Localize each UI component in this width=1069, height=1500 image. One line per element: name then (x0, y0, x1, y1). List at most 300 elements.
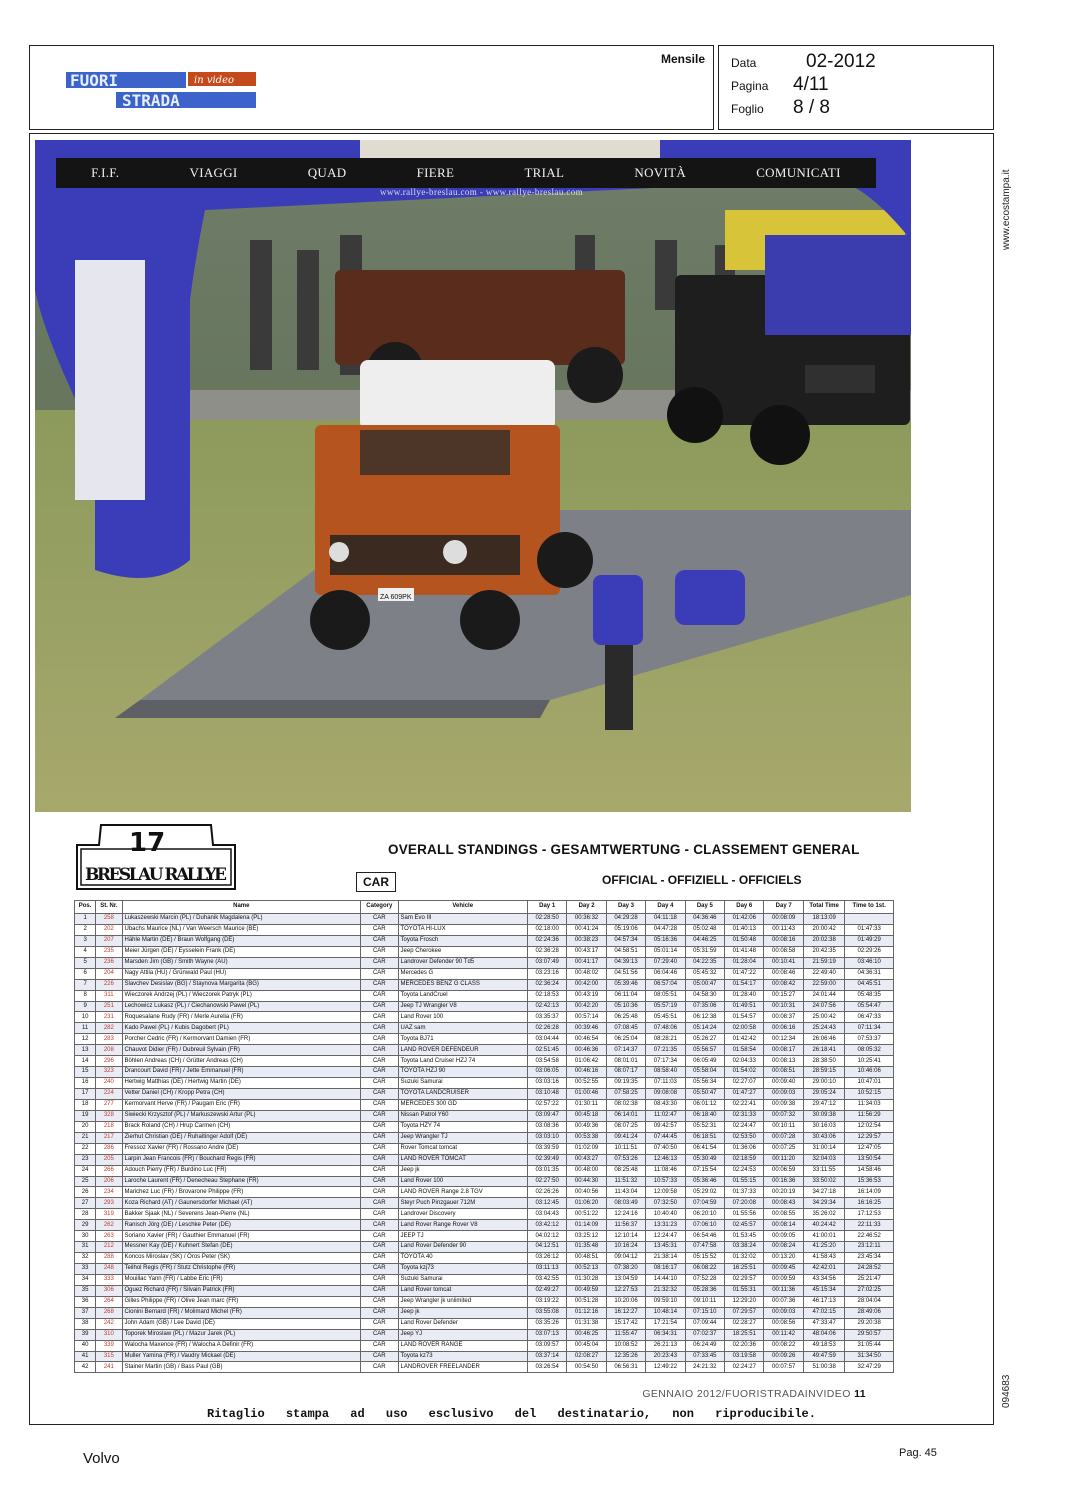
table-cell: 04:45:51 (845, 979, 894, 990)
table-cell: Jeep jk (398, 1165, 527, 1176)
table-cell: 00:42:20 (567, 1001, 606, 1012)
table-cell: 264 (96, 1296, 122, 1307)
table-cell: 206 (96, 1176, 122, 1187)
table-cell: 02:18:00 (527, 924, 566, 935)
table-cell: 41:00:01 (803, 1231, 844, 1242)
table-cell: Zierhut Christian (DE) / Ruhaltinger Adolf (DE) (122, 1132, 361, 1143)
table-cell: 26:21:13 (646, 1340, 685, 1351)
table-cell: Toyota HZY 74 (398, 1121, 527, 1132)
table-cell: 315 (96, 1351, 122, 1362)
column-header: Day 6 (725, 901, 764, 914)
table-cell: 07:15:10 (685, 1307, 724, 1318)
table-cell: 30:16:03 (803, 1121, 844, 1132)
logo-top-text: FUORI (70, 71, 119, 90)
table-cell: 02:18:59 (725, 1154, 764, 1165)
table-cell: 03:04:44 (527, 1034, 566, 1045)
table-row (75, 1056, 894, 1067)
table-cell: 04:46:25 (685, 935, 724, 946)
table-cell: MERCEDES BENZ G CLASS (398, 979, 527, 990)
table-cell: Walocha Maxence (FR) / Walocha A Definir (FR) (122, 1340, 361, 1351)
table-cell: Meier Jürgen (DE) / Eysselein Frank (DE) (122, 946, 361, 957)
table-cell: CAR (361, 1187, 398, 1198)
table-cell: 00:07:25 (764, 1143, 803, 1154)
table-cell: CAR (361, 1012, 398, 1023)
table-cell: 05:54:47 (845, 1001, 894, 1012)
table-cell: 32:47:29 (845, 1362, 894, 1373)
table-cell: Land Rover Range Rover V8 (398, 1220, 527, 1231)
table-cell: 38 (75, 1318, 96, 1329)
table-row (75, 1154, 894, 1165)
page-row (731, 74, 829, 95)
table-cell: 06:04:46 (646, 968, 685, 979)
table-cell: 07:02:37 (685, 1329, 724, 1340)
table-cell: CAR (361, 1089, 398, 1100)
table-cell: 47:33:47 (803, 1318, 844, 1329)
table-cell: 25:24:43 (803, 1023, 844, 1034)
table-cell: 00:09:38 (764, 1099, 803, 1110)
column-header: Day 4 (646, 901, 685, 914)
table-row (75, 968, 894, 979)
table-cell: 03:39:59 (527, 1143, 566, 1154)
table-cell: 00:11:42 (764, 1329, 803, 1340)
table-cell: 08:07:17 (606, 1067, 645, 1078)
table-cell: Toporek Miroslaw (PL) / Mazur Jarek (PL) (122, 1329, 361, 1340)
table-cell: Suzuki Samurai (398, 1274, 527, 1285)
table-cell: 241 (96, 1362, 122, 1373)
table-cell: 03:23:16 (527, 968, 566, 979)
table-cell: 04:29:28 (606, 914, 645, 925)
table-cell: 12:24:47 (646, 1231, 685, 1242)
table-cell: 28:49:06 (845, 1307, 894, 1318)
table-cell: 05:45:51 (646, 1012, 685, 1023)
table-cell: 251 (96, 1001, 122, 1012)
table-cell: 04:36:31 (845, 968, 894, 979)
table-cell: Land Rover Defender 90 (398, 1242, 527, 1253)
header-left-box (29, 45, 714, 130)
table-cell: JEEP TJ (398, 1231, 527, 1242)
table-cell: 3 (75, 935, 96, 946)
table-row (75, 1329, 894, 1340)
table-cell: 14:58:46 (845, 1165, 894, 1176)
table-cell: 07:09:44 (685, 1318, 724, 1329)
table-row (75, 1023, 894, 1034)
table-cell: 323 (96, 1067, 122, 1078)
table-cell: 01:28:04 (725, 957, 764, 968)
table-cell: 03:26:12 (527, 1253, 566, 1264)
table-cell: 05:14:24 (685, 1023, 724, 1034)
table-cell: 29 (75, 1220, 96, 1231)
table-cell: CAR (361, 946, 398, 957)
table-cell: 01:12:16 (567, 1307, 606, 1318)
table-cell: 17 (75, 1089, 96, 1100)
table-cell: 02:04:33 (725, 1056, 764, 1067)
table-cell: 21:59:19 (803, 957, 844, 968)
table-cell: 03:07:49 (527, 957, 566, 968)
table-cell: Koncos Miroslav (SK) / Oros Peter (SK) (122, 1253, 361, 1264)
table-cell: Slavchev Desislav (BG) / Staynova Margarita (BG) (122, 979, 361, 990)
table-cell: 24:01:44 (803, 990, 844, 1001)
table-cell: 00:09:40 (764, 1078, 803, 1089)
table-cell: 03:19:58 (725, 1351, 764, 1362)
table-cell: CAR (361, 1285, 398, 1296)
frequency-label: Mensile (660, 52, 705, 66)
table-cell: Sam Evo III (398, 914, 527, 925)
table-cell: 22 (75, 1143, 96, 1154)
table-cell: LAND ROVER TOMCAT (398, 1154, 527, 1165)
table-cell: 11:51:32 (606, 1176, 645, 1187)
table-cell: CAR (361, 1165, 398, 1176)
table-cell: 07:08:45 (606, 1023, 645, 1034)
table-cell: 10:11:51 (606, 1143, 645, 1154)
table-cell: 06:24:49 (685, 1340, 724, 1351)
logo-bottom-text: STRADA (122, 91, 180, 110)
sheet-value: 8 / 8 (793, 97, 830, 118)
table-cell: 02:27:07 (725, 1078, 764, 1089)
table-cell: 07:47:58 (685, 1242, 724, 1253)
table-cell: 00:12:34 (764, 1034, 803, 1045)
table-cell: 02:22:41 (725, 1099, 764, 1110)
table-cell: 03:09:47 (527, 1110, 566, 1121)
table-cell: 12:24:16 (606, 1209, 645, 1220)
table-cell: 13:31:23 (646, 1220, 685, 1231)
table-cell: 20:02:38 (803, 935, 844, 946)
table-cell: 03:09:57 (527, 1340, 566, 1351)
table-cell: 02:08:27 (567, 1351, 606, 1362)
table-cell: CAR (361, 1264, 398, 1275)
table-cell: 00:09:26 (764, 1351, 803, 1362)
table-cell: Ranisch Jörg (DE) / Leschke Peter (DE) (122, 1220, 361, 1231)
table-cell: 296 (96, 1056, 122, 1067)
table-cell: 10:47:01 (845, 1078, 894, 1089)
table-row (75, 1012, 894, 1023)
table-cell: 224 (96, 1089, 122, 1100)
nav-item-comunicati: COMUNICATI (756, 165, 841, 180)
table-cell: 03:06:05 (527, 1067, 566, 1078)
table-cell: 03:35:26 (527, 1318, 566, 1329)
table-cell: 00:11:20 (764, 1154, 803, 1165)
table-cell: 04:57:34 (606, 935, 645, 946)
table-cell: 03:26:54 (527, 1362, 566, 1373)
table-cell: 46:17:13 (803, 1296, 844, 1307)
table-cell: Hertwig Matthias (DE) / Hertwig Martin (DE) (122, 1078, 361, 1089)
table-cell: 00:10:11 (764, 1121, 803, 1132)
table-cell: 286 (96, 1143, 122, 1154)
table-cell: 263 (96, 1231, 122, 1242)
table-cell: 10:46:06 (845, 1067, 894, 1078)
table-cell: 11 (75, 1023, 96, 1034)
table-cell: 12:29:57 (845, 1132, 894, 1143)
table-cell: 01:32:02 (725, 1253, 764, 1264)
table-cell: 00:08:16 (764, 935, 803, 946)
fuoristrada-logo (66, 68, 256, 112)
table-row (75, 1143, 894, 1154)
table-cell: 262 (96, 1220, 122, 1231)
table-cell: 00:08:46 (764, 968, 803, 979)
table-cell: 03:07:13 (527, 1329, 566, 1340)
arch-url-text: www.rallye-breslau.com - www.rallye-breslau.com (380, 187, 584, 197)
table-cell: 04:47:28 (646, 924, 685, 935)
table-cell: Kado Pawel (PL) / Kubis Dagobert (PL) (122, 1023, 361, 1034)
table-cell: 00:08:22 (764, 1340, 803, 1351)
table-cell: 02:31:33 (725, 1110, 764, 1121)
table-row (75, 1089, 894, 1100)
table-cell: Nagy Attila (HU) / Grünwald Paul (HU) (122, 968, 361, 979)
table-cell: 02:42:13 (527, 1001, 566, 1012)
table-cell: Oguez Richard (FR) / Silvain Patrick (FR) (122, 1285, 361, 1296)
table-cell: John Adam (GB) / Lee David (DE) (122, 1318, 361, 1329)
table-cell: 05:16:36 (646, 935, 685, 946)
column-header: Vehicle (398, 901, 527, 914)
table-cell: 06:08:22 (685, 1264, 724, 1275)
table-cell: 16:25:51 (725, 1264, 764, 1275)
table-cell: CAR (361, 914, 398, 925)
table-cell: 07:11:03 (646, 1078, 685, 1089)
table-cell: Nissan Patrol Y60 (398, 1110, 527, 1121)
table-cell: 266 (96, 1165, 122, 1176)
table-cell: CAR (361, 1274, 398, 1285)
table-cell: 01:06:42 (567, 1056, 606, 1067)
column-header: Total Time (803, 901, 844, 914)
table-cell: 08:25:48 (606, 1165, 645, 1176)
table-cell: 41 (75, 1351, 96, 1362)
table-cell: LANDROVER FREELANDER (398, 1362, 527, 1373)
table-cell: 01:47:33 (845, 924, 894, 935)
table-cell: 00:08:43 (764, 1198, 803, 1209)
table-cell: Jeep Wrangler jk unlimited (398, 1296, 527, 1307)
table-cell: 00:51:22 (567, 1209, 606, 1220)
table-cell: 35:26:02 (803, 1209, 844, 1220)
table-row (75, 1034, 894, 1045)
table-cell: 41:25:20 (803, 1242, 844, 1253)
table-cell (845, 914, 894, 925)
table-cell: Lukaszewski Marcin (PL) / Duhanik Magdalena (PL) (122, 914, 361, 925)
table-cell: Mouillac Yann (FR) / Labbe Eric (FR) (122, 1274, 361, 1285)
table-cell: 07:15:54 (685, 1165, 724, 1176)
table-cell: 7 (75, 979, 96, 990)
logo-tag-text: in video (194, 75, 235, 86)
table-cell: 00:07:57 (764, 1362, 803, 1373)
table-cell: 00:09:45 (764, 1264, 803, 1275)
column-header: Time to 1st. (845, 901, 894, 914)
rally-photo (35, 140, 911, 812)
table-cell: 24:21:32 (685, 1362, 724, 1373)
table-cell: 45:15:34 (803, 1285, 844, 1296)
table-cell: 02:29:57 (725, 1274, 764, 1285)
table-cell: 282 (96, 1023, 122, 1034)
date-label: Data (731, 56, 757, 70)
table-cell: 268 (96, 1307, 122, 1318)
table-cell: 11:55:47 (606, 1329, 645, 1340)
table-cell: 49:18:53 (803, 1340, 844, 1351)
table-cell: 235 (96, 946, 122, 957)
table-cell: 27 (75, 1198, 96, 1209)
table-cell: 01:41:48 (725, 946, 764, 957)
table-cell: 17:12:53 (845, 1209, 894, 1220)
table-cell: Jeep YJ (398, 1329, 527, 1340)
table-cell: 05:30:49 (685, 1154, 724, 1165)
table-cell: 339 (96, 1340, 122, 1351)
table-cell: 02:00:58 (725, 1023, 764, 1034)
column-header: Pos. (75, 901, 96, 914)
table-cell: 05:52:31 (685, 1121, 724, 1132)
table-cell: CAR (361, 1362, 398, 1373)
table-cell: 10:40:40 (646, 1209, 685, 1220)
table-cell: 08:43:30 (646, 1099, 685, 1110)
table-cell: 242 (96, 1318, 122, 1329)
table-cell: CAR (361, 1154, 398, 1165)
table-cell: 01:35:48 (567, 1242, 606, 1253)
table-cell: Toyota kz73 (398, 1351, 527, 1362)
table-cell: 15 (75, 1067, 96, 1078)
table-cell: CAR (361, 1351, 398, 1362)
table-cell: 18 (75, 1099, 96, 1110)
table-cell: 06:11:04 (606, 990, 645, 1001)
table-cell: 05:10:36 (606, 1001, 645, 1012)
table-cell: 16:16:25 (845, 1198, 894, 1209)
table-cell: 4 (75, 946, 96, 957)
table-cell: 05:56:57 (685, 1045, 724, 1056)
table-cell: 06:56:31 (606, 1362, 645, 1373)
table-cell: 11:43:04 (606, 1187, 645, 1198)
table-row (75, 1078, 894, 1089)
table-cell: 240 (96, 1078, 122, 1089)
table-cell: 00:43:17 (567, 946, 606, 957)
table-cell: CAR (361, 1307, 398, 1318)
table-cell: 5 (75, 957, 96, 968)
table-cell: 06:01:12 (685, 1099, 724, 1110)
table-cell: 03:35:37 (527, 1012, 566, 1023)
table-cell: 202 (96, 924, 122, 935)
table-cell: Landrover Defender 90 Td5 (398, 957, 527, 968)
table-cell: 00:42:00 (567, 979, 606, 990)
table-cell: TOYOTA HI-LUX (398, 924, 527, 935)
table-cell: 00:46:16 (567, 1067, 606, 1078)
table-cell: CAR (361, 1296, 398, 1307)
table-cell: CAR (361, 1198, 398, 1209)
table-cell: 10:20:06 (606, 1296, 645, 1307)
table-cell: 05:45:32 (685, 968, 724, 979)
table-cell: 49:47:59 (803, 1351, 844, 1362)
table-row (75, 1242, 894, 1253)
table-cell: 06:12:38 (685, 1012, 724, 1023)
table-cell: Steyr Puch Pinzgauer 712M (398, 1198, 527, 1209)
table-cell: 10:16:24 (606, 1242, 645, 1253)
table-cell: Suzuki Samurai (398, 1078, 527, 1089)
table-cell: Lechowicz Lukasz (PL) / Ciechanowski Pawel (PL) (122, 1001, 361, 1012)
column-header: St. Nr. (96, 901, 122, 914)
table-cell: 34:29:34 (803, 1198, 844, 1209)
table-cell: 24:28:52 (845, 1264, 894, 1275)
table-cell: Brack Roland (CH) / Hrup Carmen (CH) (122, 1121, 361, 1132)
table-cell: 00:53:38 (567, 1132, 606, 1143)
table-cell: 05:02:48 (685, 924, 724, 935)
table-cell: 03:08:36 (527, 1121, 566, 1132)
table-row (75, 1307, 894, 1318)
table-cell: 09:04:12 (606, 1253, 645, 1264)
table-cell: 28:38:50 (803, 1056, 844, 1067)
table-cell: 00:48:00 (567, 1165, 606, 1176)
table-cell: 31:05:44 (845, 1340, 894, 1351)
table-row (75, 1045, 894, 1056)
table-row (75, 1209, 894, 1220)
table-cell: 204 (96, 968, 122, 979)
table-cell: 00:52:13 (567, 1264, 606, 1275)
table-cell: 01:06:20 (567, 1198, 606, 1209)
table-cell: CAR (361, 1231, 398, 1242)
table-row (75, 1187, 894, 1198)
table-cell: 03:03:16 (527, 1078, 566, 1089)
table-cell: 05:57:19 (646, 1001, 685, 1012)
table-cell: 00:38:23 (567, 935, 606, 946)
website-nav-bar (56, 158, 876, 188)
table-cell: TOYOTA LANDCRUISER (398, 1089, 527, 1100)
table-cell: 13:50:54 (845, 1154, 894, 1165)
table-cell: 319 (96, 1209, 122, 1220)
table-cell: 31:00:14 (803, 1143, 844, 1154)
table-cell: 06:25:48 (606, 1012, 645, 1023)
table-cell: 03:46:10 (845, 957, 894, 968)
table-cell: 07:11:34 (845, 1023, 894, 1034)
table-row (75, 946, 894, 957)
table-cell: 16:14:09 (845, 1187, 894, 1198)
table-cell: 03:37:14 (527, 1351, 566, 1362)
table-cell: 40:24:42 (803, 1220, 844, 1231)
table-cell: 2 (75, 924, 96, 935)
table-cell: 207 (96, 935, 122, 946)
table-cell: 14 (75, 1056, 96, 1067)
table-cell: 03:01:35 (527, 1165, 566, 1176)
table-cell: 00:07:32 (764, 1110, 803, 1121)
table-cell: CAR (361, 1067, 398, 1078)
table-cell: 16 (75, 1078, 96, 1089)
table-cell: 09:41:24 (606, 1132, 645, 1143)
page-label: Pagina (731, 79, 769, 93)
table-cell: 24:07:56 (803, 1001, 844, 1012)
table-cell: 226 (96, 979, 122, 990)
table-cell: 00:10:31 (764, 1001, 803, 1012)
column-header: Day 3 (606, 901, 645, 914)
table-cell: 05:36:46 (685, 1176, 724, 1187)
table-cell: 09:59:10 (646, 1296, 685, 1307)
table-cell: 01:37:33 (725, 1187, 764, 1198)
table-cell: CAR (361, 957, 398, 968)
table-cell: 31 (75, 1242, 96, 1253)
table-cell: CAR (361, 1318, 398, 1329)
table-row (75, 1296, 894, 1307)
table-cell: 02:36:28 (527, 946, 566, 957)
table-cell: 01:54:57 (725, 1012, 764, 1023)
table-cell: 6 (75, 968, 96, 979)
table-cell: 00:08:24 (764, 1242, 803, 1253)
table-cell: 28:04:04 (845, 1296, 894, 1307)
table-cell: 04:02:12 (527, 1231, 566, 1242)
table-cell: 00:40:56 (567, 1187, 606, 1198)
table-cell: 00:06:59 (764, 1165, 803, 1176)
table-cell: 08:16:17 (646, 1264, 685, 1275)
side-code (997, 1340, 1013, 1410)
table-cell: 29:00:10 (803, 1078, 844, 1089)
table-cell: 02:27:50 (527, 1176, 566, 1187)
table-cell: 22:46:52 (845, 1231, 894, 1242)
table-cell: 07:06:10 (685, 1220, 724, 1231)
table-cell: 03:54:58 (527, 1056, 566, 1067)
table-row (75, 1176, 894, 1187)
table-cell: 20:42:35 (803, 946, 844, 957)
table-cell: 05:01:14 (646, 946, 685, 957)
table-cell: 03:42:55 (527, 1274, 566, 1285)
table-cell: 02:36:24 (527, 979, 566, 990)
table-cell: 02:29:26 (845, 946, 894, 957)
